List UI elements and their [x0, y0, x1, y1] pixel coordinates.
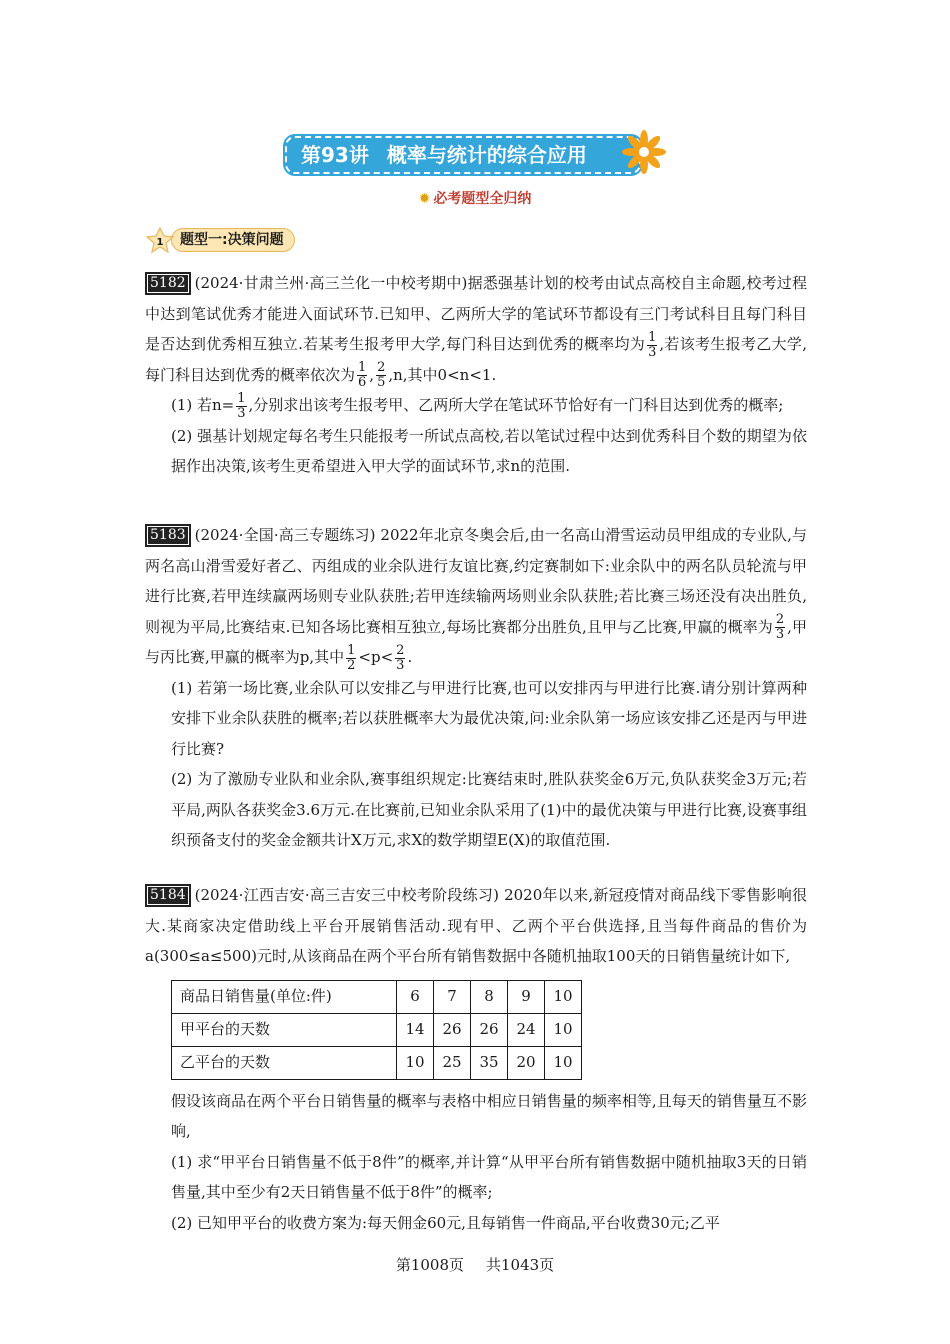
- problem-stem: 5183 (2024·全国·高三专题练习) 2022年北京冬奥会后,由一名高山滑雪运动员甲组成的专业队,与两名高山滑雪爱好者乙、丙组成的业余队进行友谊比赛,约定赛制如下:业余队中的两名队员轮流与甲进行比赛,若甲连续赢两场则专业队获胜;若甲连续输两场则业余队获胜;若比赛三场还没有决出胜负,则视为平局,比赛结束.已知各场比赛相互独立,每场比赛都分出胜负,且甲与乙比赛,甲赢的概率为 $\frac{2}{3}$ ,甲与丙比赛,甲赢的概率为p,其中 $\frac{1}{2}$ <p< $\frac{2}{3}$ .: [145, 526, 807, 673]
- sales-table: [171, 980, 582, 1080]
- flower-icon: [622, 130, 666, 174]
- problem-number: 5182: [145, 272, 191, 295]
- problem-stem: 5182 (2024·甘肃兰州·高三兰化一中校考期中)据悉强基计划的校考由试点高校自主命题,校考过程中达到笔试优秀才能进入面试环节.已知甲、乙两所大学的笔试环节都设有三门考试科目且每门科目是否达到优秀相互独立.若某考生报考甲大学,每门科目达到优秀的概率均为 $\frac{1}{3}$ ,若该考生报考乙大学,每门科目达到优秀的概率依次为 $\frac{1}{6}$ , $\frac{2}{5}$ ,n,其中0<n<1.: [145, 274, 807, 390]
- question-1: (1) 求“甲平台日销售量不低于8件”的概率,并计算“从甲平台所有销售数据中随机抽取3天的日销售量,其中至少有2天日销售量不低于8件”的概率;: [171, 1152, 807, 1201]
- problem-stem: 5184 (2024·江西吉安·高三吉安三中校考阶段练习) 2020年以来,新冠疫情对商品线下零售影响很大.某商家决定借助线上平台开展销售活动.现有甲、乙两个平台供选择,且当每件商品的售价为a(300≤a≤500)元时,从该商品在两个平台所有销售数据中各随机抽取100天的日销售量统计如下,: [145, 886, 807, 965]
- sun-icon: ✹: [418, 191, 431, 207]
- question-2: (2) 强基计划规定每名考生只能报考一所试点高校,若以笔试过程中达到优秀科目个数的期望为依据作出决策,该考生更希望进入甲大学的面试环节,求n的范围.: [171, 426, 807, 475]
- problem-5183: [145, 520, 807, 856]
- question-1: (1) 若第一场比赛,业余队可以安排乙与甲进行比赛,也可以安排丙与甲进行比赛.请分别计算两种安排下业余队获胜的概率;若以获胜概率大为最优决策,问:业余队第一场应该安排乙还是丙与甲进行比赛?: [171, 678, 807, 758]
- fraction: $\frac{1}{3}$: [648, 329, 657, 360]
- fraction: $\frac{2}{5}$: [377, 360, 386, 390]
- star-number-icon: [145, 227, 175, 253]
- question-1: (1) 若n= $\frac{1}{3}$ ,分别求出该考生报考甲、乙两所大学在笔试环节恰好有一门科目达到优秀的概率;: [171, 390, 784, 421]
- fraction: $\frac{1}{3}$: [237, 390, 246, 421]
- fraction: $\frac{1}{2}$: [347, 642, 356, 673]
- page-number: 第1008页: [395, 1256, 464, 1274]
- page-footer: [0, 1254, 950, 1275]
- question-2: (2) 为了激励专业队和业余队,赛事组织规定:比赛结束时,胜队获奖金6万元,负队获奖金3万元;若平局,两队各获奖金3.6万元.在比赛前,已知业余队采用了(1)中的最优决策与甲进行比赛,设赛事组织预备支付的奖金金额共计X万元,求X的数学期望E(X)的取值范围.: [171, 770, 807, 849]
- subtitle-text: 必考题型全归纳: [433, 191, 532, 207]
- problem-5182: [145, 268, 807, 482]
- section-number: 1: [156, 237, 164, 248]
- question-2: (2) 已知甲平台的收费方案为:每天佣金60元,且每销售一件商品,平台收费30元;乙平: [171, 1213, 720, 1232]
- section-label: 题型一:决策问题: [171, 228, 295, 252]
- fraction: $\frac{2}{3}$: [396, 642, 405, 673]
- problem-assumption: 假设该商品在两个平台日销售量的概率与表格中相应日销售量的频率相等,且每天的销售量互不影响,: [171, 1091, 807, 1140]
- lecture-title: 概率与统计的综合应用: [386, 143, 587, 167]
- table-row: 甲平台的天数 14 26 26 24 10: [172, 1013, 582, 1046]
- problem-number: 5183: [145, 524, 191, 547]
- problem-number: 5184: [145, 884, 191, 907]
- table-header-row: 商品日销售量(单位:件) 6 7 8 9 10: [172, 980, 582, 1013]
- page-total: 共1043页: [486, 1256, 555, 1274]
- lecture-number: 第93讲: [301, 143, 369, 167]
- table-row: 乙平台的天数 10 25 35 20 10: [172, 1046, 582, 1079]
- subtitle: [0, 188, 950, 208]
- lecture-title-banner: [285, 136, 641, 174]
- section-heading: [145, 228, 295, 252]
- problem-5184: [145, 880, 807, 1238]
- fraction: $\frac{2}{3}$: [775, 612, 785, 642]
- fraction: $\frac{1}{6}$: [358, 360, 367, 390]
